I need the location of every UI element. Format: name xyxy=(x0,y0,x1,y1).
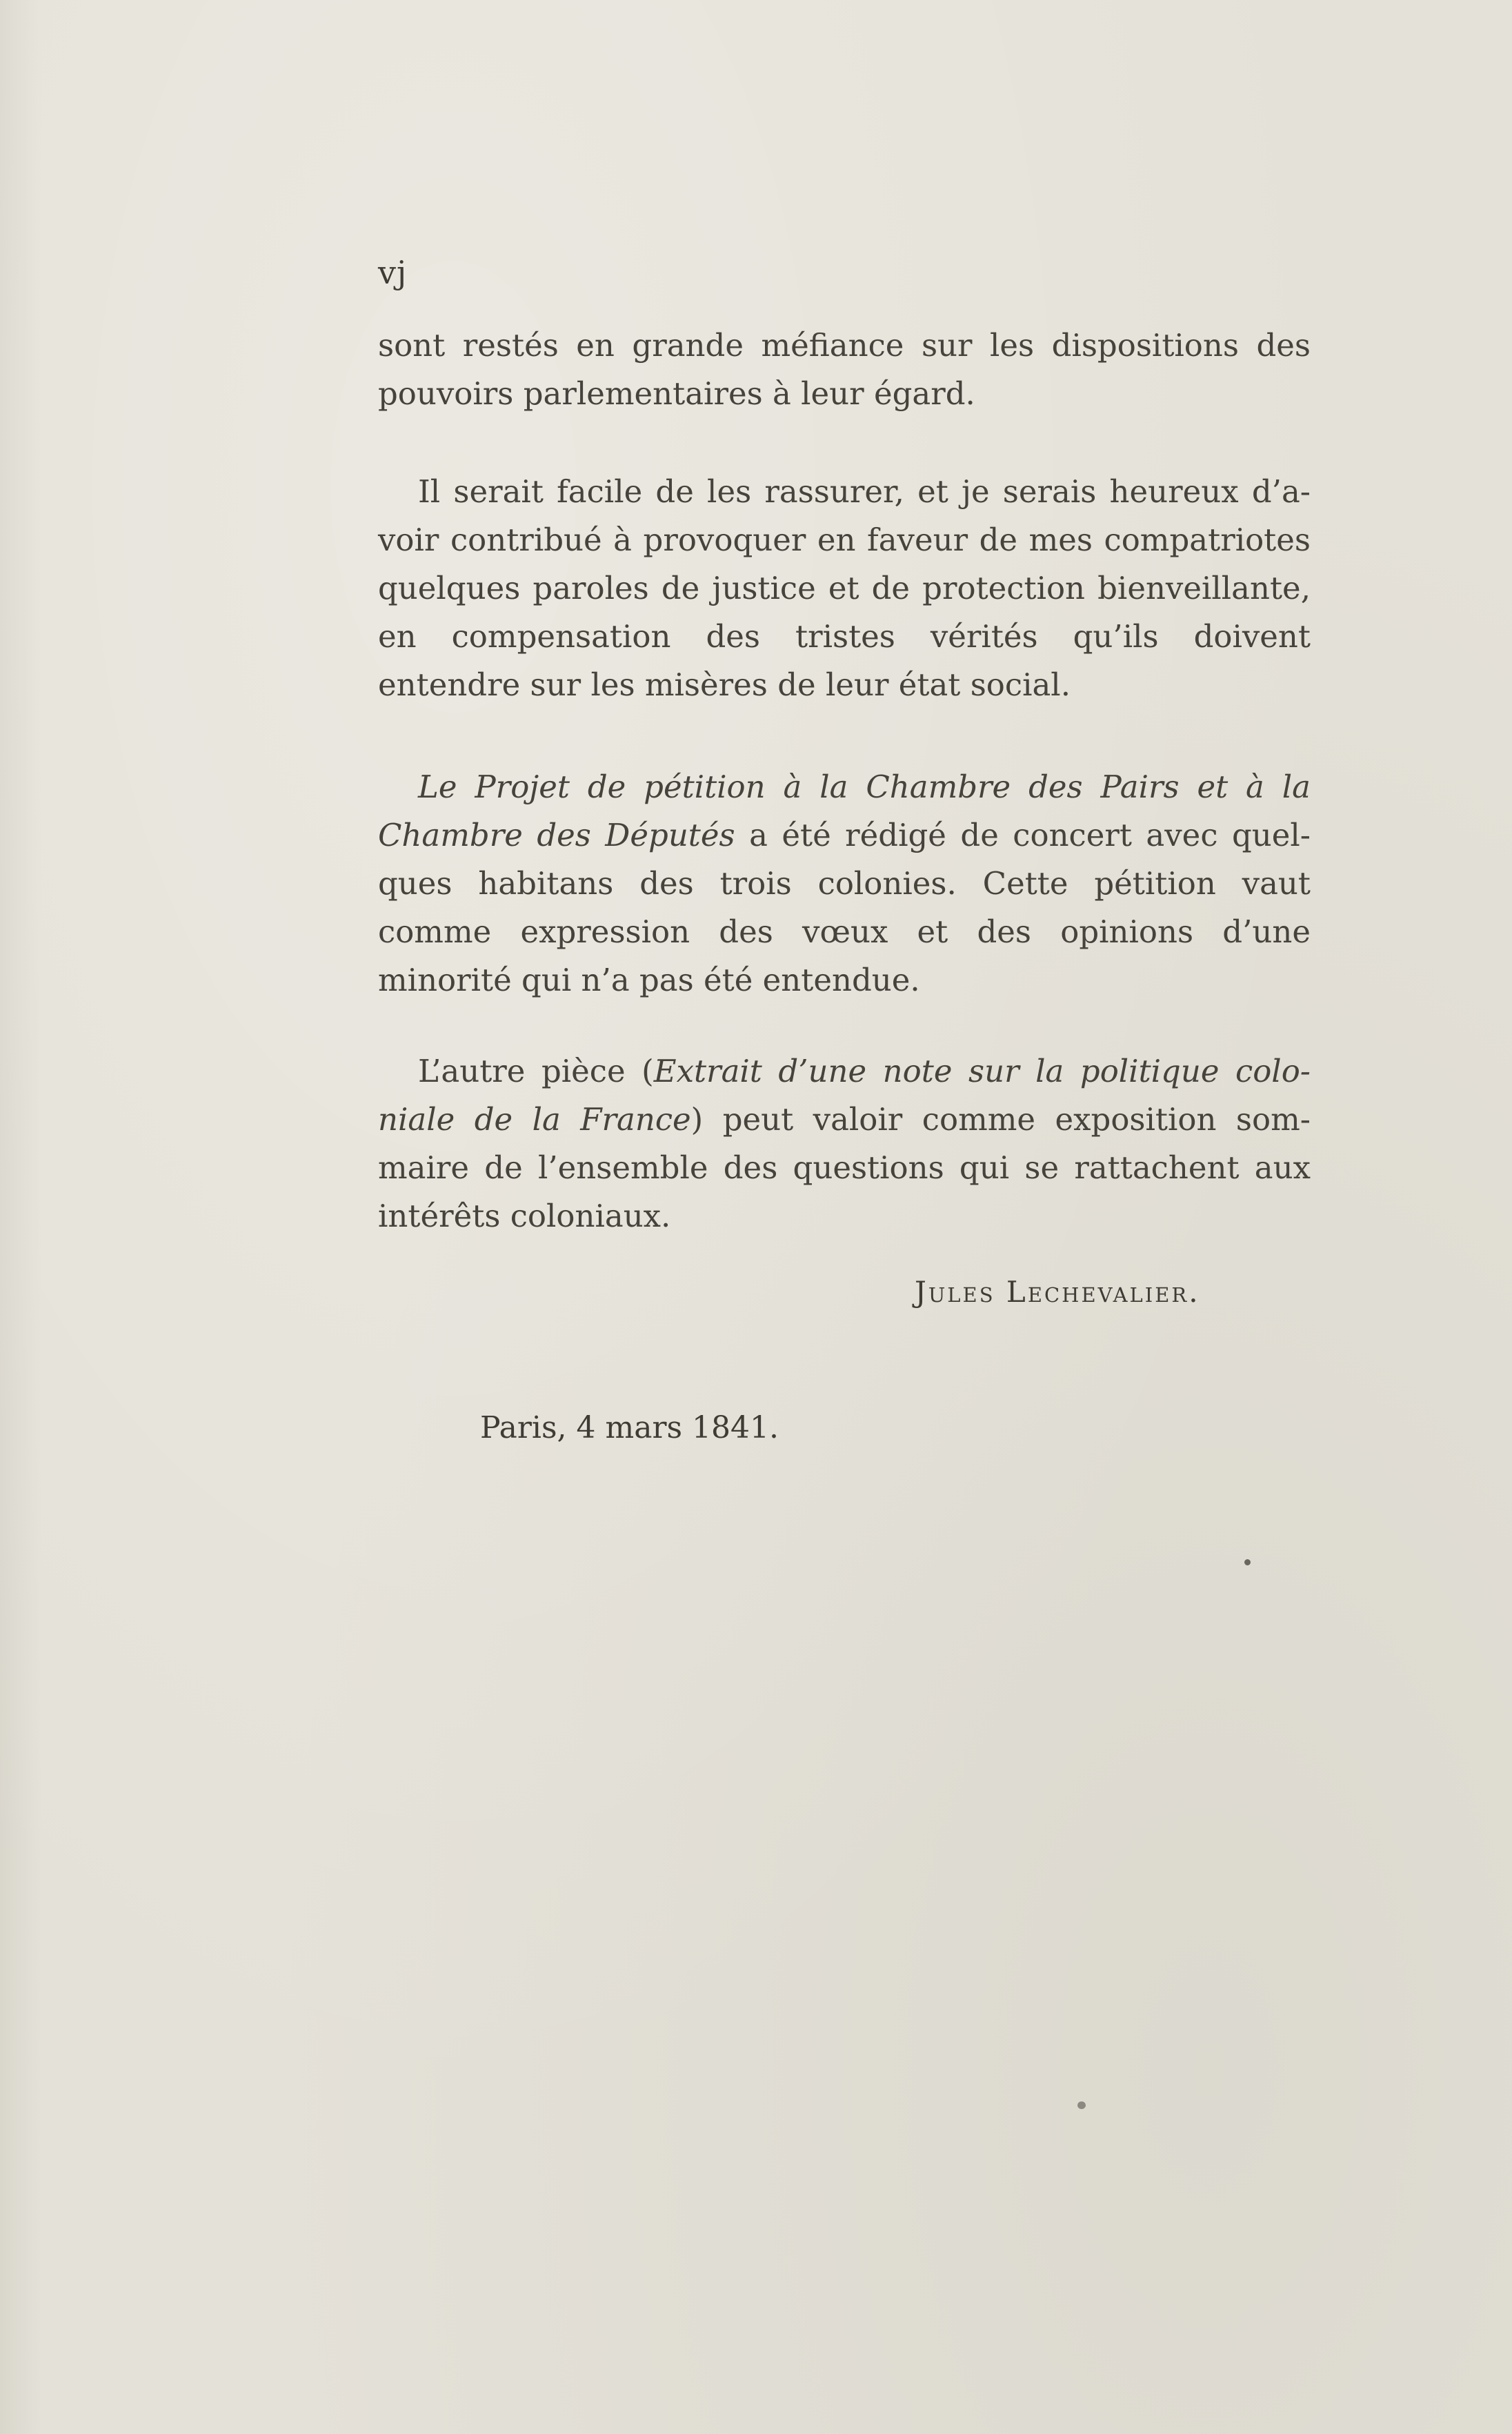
paragraph-petition xyxy=(378,763,1311,1005)
place-date-line: Paris, 4 mars 1841. xyxy=(480,1410,779,1445)
page-number: vj xyxy=(378,254,408,291)
paragraph-reassurance: Il serait facile de les rassurer, et je serais heureux d’a-voir contribué à provoquer en faveur de mes compatriotes quelques paroles de justice et de protection bienveillante, en compensation des tristes vérités qu’ils doivent entendre sur les misères de leur état social. xyxy=(378,473,1311,703)
paragraph-other-piece xyxy=(378,1047,1311,1240)
other-piece-text: ) peut valoir comme exposition som-maire de l’ensemble des questions qui se rattachent aux intérêts coloniaux. xyxy=(378,1101,1311,1234)
paragraph-continuation: sont restés en grande méfiance sur les dispositions des pouvoirs parlementaires à leur égard. xyxy=(378,327,1311,412)
other-piece-lead: L’autre pièce ( xyxy=(418,1053,654,1089)
petition-text: a été rédigé de concert avec quel-ques habitans des trois colonies. Cette pétition vaut comme expression des vœux et des opinions d’une minorité qui n’a pas été entendue. xyxy=(378,817,1311,998)
author-signature: Jules Lechevalier. xyxy=(915,1275,1200,1309)
ink-spot xyxy=(1077,2101,1086,2109)
petition-title: Le Projet de pétition à la Chambre des Pairs et à la Chambre des Députés xyxy=(378,769,1311,853)
ink-spot xyxy=(1244,1559,1251,1565)
extract-title: Extrait d’une note sur la politique colo-niale de la France xyxy=(378,1053,1311,1138)
